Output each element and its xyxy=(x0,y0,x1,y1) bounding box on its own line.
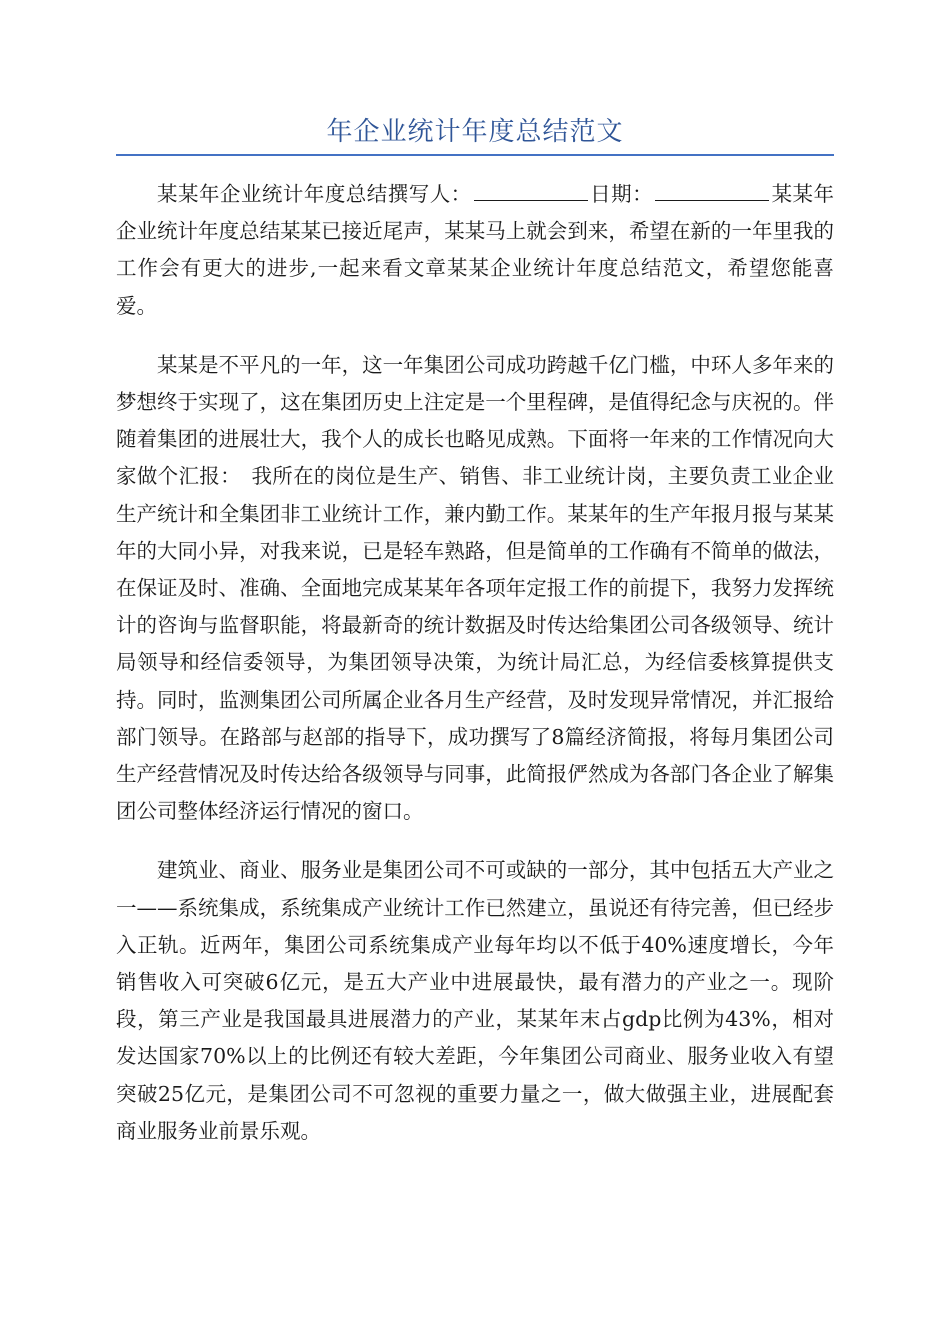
author-blank xyxy=(474,178,588,201)
document-body xyxy=(116,176,834,1172)
document-title: 年企业统计年度总结范文 xyxy=(326,117,624,147)
body-paragraph-2: 建筑业、商业、服务业是集团公司不可或缺的一部分，其中包括五大产业之一——系统集成，系统集成产业统计工作已然建立，虽说还有待完善，但已经步入正轨。近两年，集团公司系统集成产业每年均以不低于40%速度增长，今年销售收入可突破6亿元，是五大产业中进展最快，最有潜力的产业之一。现阶段，第三产业是我国最具进展潜力的产业，某某年末占gdp比例为43%，相对发达国家70%以上的比例还有较大差距，今年集团公司商业、服务业收入有望突破25亿元，是集团公司不可忽视的重要力量之一，做大做强主业，进展配套商业服务业前景乐观。 xyxy=(116,858,834,1143)
author-label: 某某年企业统计年度总结撰写人： xyxy=(157,182,472,206)
body-paragraph-1: 某某是不平凡的一年，这一年集团公司成功跨越千亿门槛，中环人多年来的梦想终于实现了，这在集团历史上注定是一个里程碑，是值得纪念与庆祝的。伴随着集团的进展壮大，我个人的成长也略见成熟。下面将一年来的工作情况向大家做个汇报： 我所在的岗位是生产、销售、非工业统计岗，主要负责工业企业生产统计和全集团非工业统计工作，兼内勤工作。某某年的生产年报月报与某某年的大同小异，对我来说，已是轻车熟路，但是简单的工作确有不简单的做法，在保证及时、准确、全面地完成某某年各项年定报工作的前提下，我努力发挥统计的咨询与监督职能，将最新奇的统计数据及时传达给集团公司各级领导、统计局领导和经信委领导，为集团领导决策，为统计局汇总，为经信委核算提供支持。同时，监测集团公司所属企业各月生产经营，及时发现异常情况，并汇报给部门领导。在路部与赵部的指导下，成功撰写了8篇经济简报，将每月集团公司生产经营情况及时传达给各级领导与同事，此简报俨然成为各部门各企业了解集团公司整体经济运行情况的窗口。 xyxy=(116,352,834,824)
intro-text: 某某年企业统计年度总结某某已接近尾声，某某马上就会到来，希望在新的一年里我的工作会有更大的进步,一起来看文章某某企业统计年度总结范文，希望您能喜爱。 xyxy=(116,182,835,318)
title-underline xyxy=(116,154,834,156)
intro-paragraph xyxy=(116,176,834,325)
date-blank xyxy=(655,178,769,201)
date-label: 日期： xyxy=(589,182,654,206)
